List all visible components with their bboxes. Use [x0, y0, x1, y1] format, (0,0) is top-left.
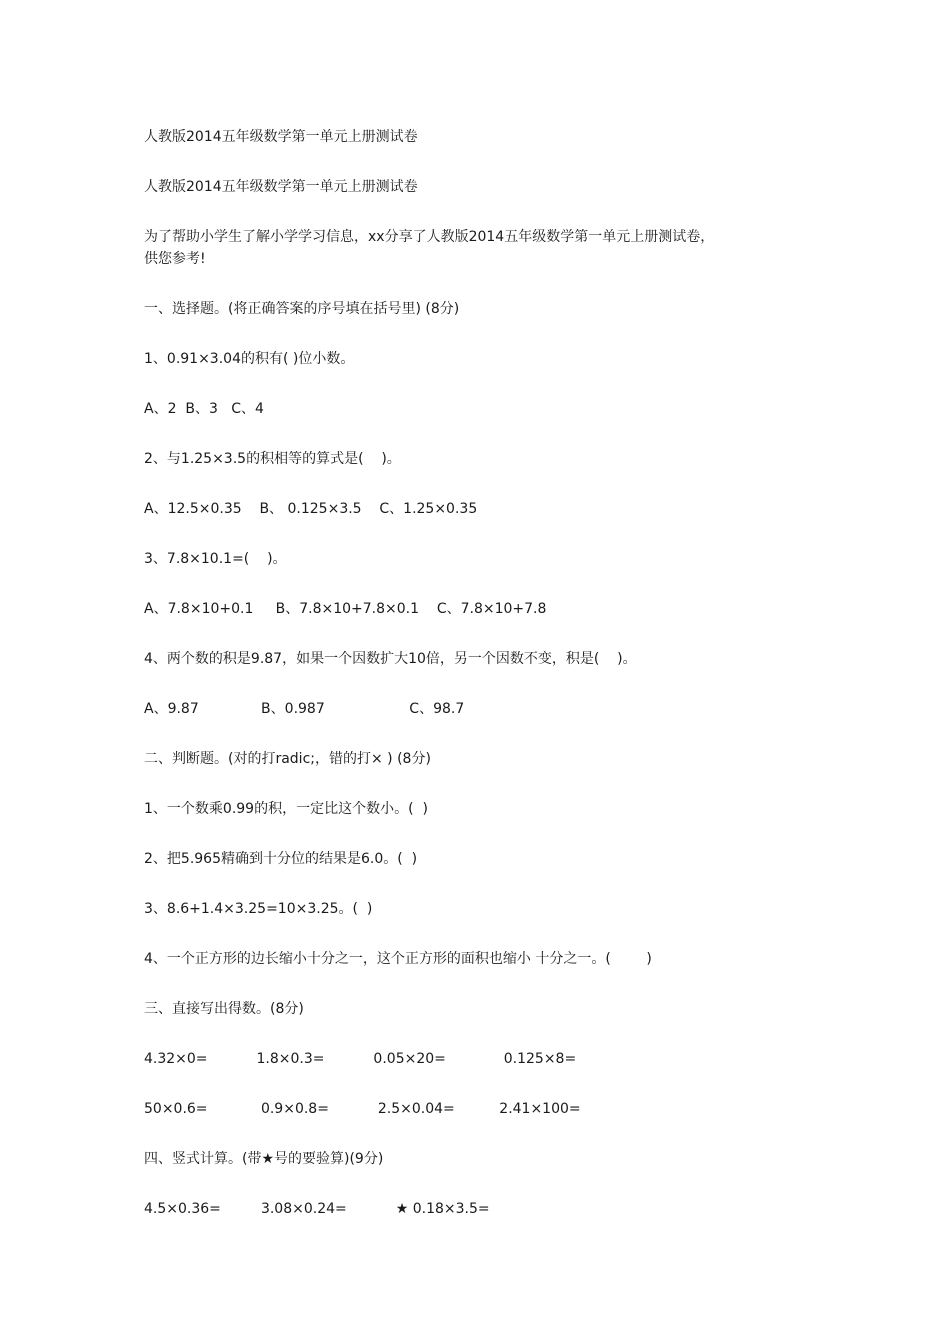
question-3-options: A、7.8×10+0.1 B、7.8×10+7.8×0.1 C、7.8×10+7.8	[144, 601, 547, 617]
section-3-heading: 三、直接写出得数。(8分)	[144, 1001, 304, 1017]
intro-line-1: 为了帮助小学生了解小学学习信息，xx分享了人教版2014五年级数学第一单元上册测试卷，	[144, 229, 715, 245]
doc-title-2: 人教版2014五年级数学第一单元上册测试卷	[144, 179, 418, 195]
question-4-options: A、9.87 B、0.987 C、98.7	[144, 701, 465, 717]
judgement-4: 4、一个正方形的边长缩小十分之一，这个正方形的面积也缩小 十分之一。( )	[144, 951, 652, 967]
judgement-2: 2、把5.965精确到十分位的结果是6.0。( )	[144, 851, 418, 867]
question-1-options: A、2 B、3 C、4	[144, 401, 264, 417]
intro-line-2: 供您参考!	[144, 251, 206, 267]
calc-row-2: 50×0.6= 0.9×0.8= 2.5×0.04= 2.41×100=	[144, 1101, 581, 1117]
judgement-3: 3、8.6+1.4×3.25=10×3.25。( )	[144, 901, 373, 917]
question-3: 3、7.8×10.1=( )。	[144, 551, 287, 567]
document-page	[144, 126, 834, 1220]
calc-row-1: 4.32×0= 1.8×0.3= 0.05×20= 0.125×8=	[144, 1051, 577, 1067]
vertical-calc-row-1: 4.5×0.36= 3.08×0.24= ★ 0.18×3.5=	[144, 1201, 490, 1217]
section-1-heading: 一、选择题。(将正确答案的序号填在括号里) (8分)	[144, 301, 460, 317]
section-2-heading: 二、判断题。(对的打radic;，错的打× ) (8分)	[144, 751, 431, 767]
judgement-1: 1、一个数乘0.99的积，一定比这个数小。( )	[144, 801, 428, 817]
doc-title-1: 人教版2014五年级数学第一单元上册测试卷	[144, 129, 418, 145]
question-2-options: A、12.5×0.35 B、 0.125×3.5 C、1.25×0.35	[144, 501, 478, 517]
question-1: 1、0.91×3.04的积有( )位小数。	[144, 351, 355, 367]
section-4-heading: 四、竖式计算。(带★号的要验算)(9分)	[144, 1151, 384, 1167]
question-2: 2、与1.25×3.5的积相等的算式是( )。	[144, 451, 401, 467]
question-4: 4、两个数的积是9.87，如果一个因数扩大10倍，另一个因数不变，积是( )。	[144, 651, 637, 667]
